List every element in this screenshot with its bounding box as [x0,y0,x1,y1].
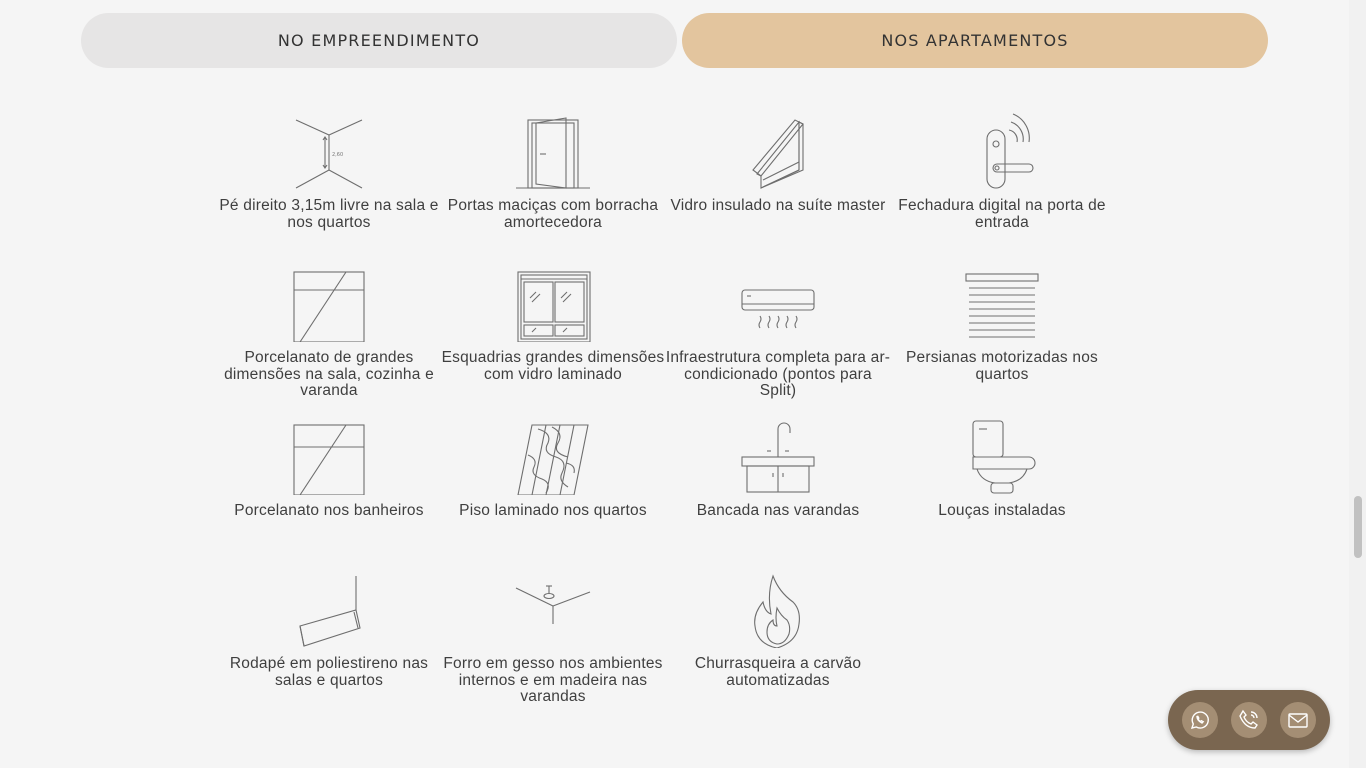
feature-label: Infraestrutura completa para ar-condicionado (pontos para Split) [665,349,891,399]
feature-label: Esquadrias grandes dimensões com vidro laminado [441,349,665,383]
blinds-icon [957,262,1047,342]
feature-item [440,262,666,383]
feature-item [440,415,666,520]
tab-no-empreendimento[interactable]: NO EMPREENDIMENTO [81,13,677,68]
feature-item [216,110,442,231]
feature-item [216,568,442,689]
feature-label: Rodapé em poliestireno nas salas e quartos [229,655,429,689]
feature-label: Piso laminado nos quartos [459,502,647,519]
feature-label: Fechadura digital na porta de entrada [898,197,1106,231]
phone-icon [1237,708,1261,732]
digital-lock-icon [957,110,1047,190]
feature-item [216,262,442,400]
feature-item [665,110,891,215]
feature-item [440,110,666,231]
fire-icon [733,568,823,648]
glass-pane-icon [733,110,823,190]
mail-icon [1286,708,1310,732]
door-icon [508,110,598,190]
feature-label: Portas maciças com borracha amortecedora [447,197,659,231]
svg-text:2,60: 2,60 [332,152,344,158]
feature-label: Forro em gesso nos ambientes internos e em madeira nas varandas [443,655,663,705]
feature-label: Churrasqueira a carvão automatizadas [694,655,862,689]
feature-label: Persianas motorizadas nos quartos [906,349,1098,383]
feature-label: Pé direito 3,15m livre na sala e nos quartos [219,197,439,231]
feature-item [889,262,1115,383]
ceiling-height-icon [284,110,374,190]
feature-label: Louças instaladas [938,502,1066,519]
feature-item [665,262,891,400]
large-tile-icon [284,262,374,342]
feature-label: Porcelanato de grandes dimensões na sala, cozinha e varanda [224,349,434,399]
scrollbar-thumb[interactable] [1354,496,1362,558]
feature-item [665,415,891,520]
email-button[interactable] [1280,702,1316,738]
feature-label: Vidro insulado na suíte master [670,197,886,214]
feature-item [216,415,442,520]
ceiling-lining-icon [508,568,598,648]
feature-item [440,568,666,706]
tab-nos-apartamentos[interactable]: NOS APARTAMENTOS [682,13,1268,68]
contact-bar [1168,690,1330,750]
toilet-icon [957,415,1047,495]
window-frame-icon [508,262,598,342]
sink-counter-icon [733,415,823,495]
feature-item [889,415,1115,520]
air-conditioner-icon [733,262,823,342]
laminate-floor-icon [508,415,598,495]
whatsapp-icon [1188,708,1212,732]
tile-icon [284,415,374,495]
whatsapp-button[interactable] [1182,702,1218,738]
phone-button[interactable] [1231,702,1267,738]
feature-item [889,110,1115,231]
feature-item [665,568,891,689]
feature-label: Porcelanato nos banheiros [234,502,424,519]
page-scrollbar[interactable] [1349,0,1366,768]
baseboard-icon [284,568,374,648]
section-tabs [81,13,1268,68]
feature-label: Bancada nas varandas [696,502,860,519]
